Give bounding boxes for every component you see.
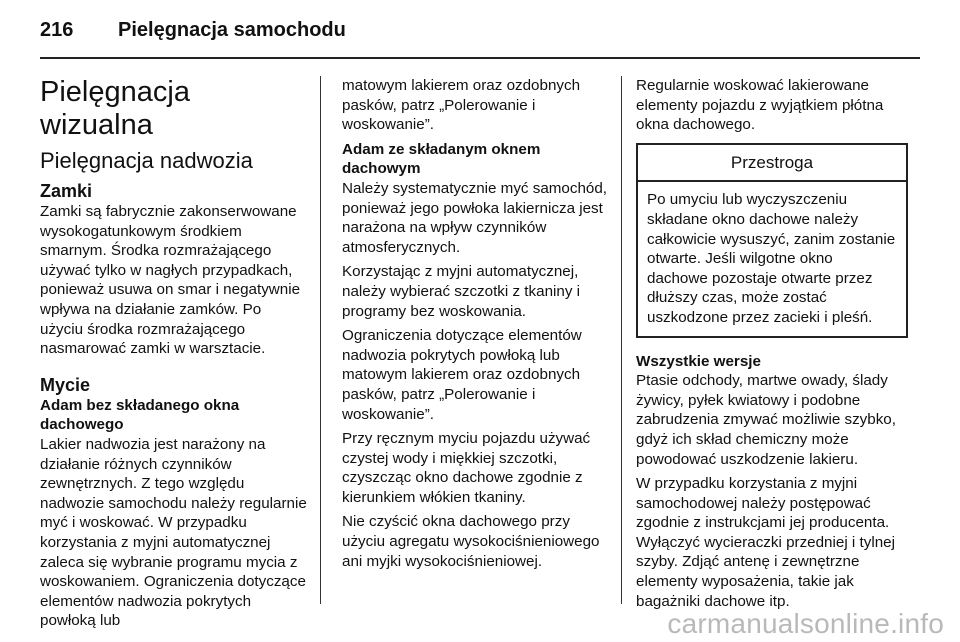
paragraph-continued: matowym lakierem oraz ozdobnych pasków, patrz „Polerowanie i woskowanie”. bbox=[342, 77, 581, 134]
paragraph-myjnia: W przypadku korzystania z myjni samochodowej należy postępować zgodnie z instrukcjami jej producenta. Wyłączyć wycieraczki przedniej i tylnej szyby. Zdjąć antenę i zewnętrzne elementy wyposażenia, takie jak bagażniki dachowe itp. bbox=[636, 475, 895, 610]
caution-text: Po umyciu lub wyczyszczeniu składane okno dachowe należy całkowicie wysuszyć, zanim zostanie otwarte. Jeśli wilgotne okno dachowe pozostaje otwarte przez dłuższy czas, może zostać uszkodzone przez zacieki i pleśń. bbox=[647, 191, 896, 326]
watermark: carmanualsonline.info bbox=[667, 608, 944, 639]
heading-adam-bez-okna: Adam bez składanego okna dachowego bbox=[40, 396, 240, 434]
paragraph-3: Ograniczenia dotyczące elementów nadwozia pokrytych powłoką lub matowym lakierem oraz ozdobnych pasków, patrz „Polerowanie i woskowanie”. bbox=[342, 327, 582, 423]
subsection-title: Pielęgnacja nadwozia bbox=[40, 148, 253, 173]
heading-adam-ze-oknem: Adam ze składanym oknem dachowym bbox=[342, 140, 541, 178]
page-header bbox=[40, 14, 346, 46]
paragraph-woskowac: Regularnie woskować lakierowane elementy pojazdu z wyjątkiem płótna okna dachowego. bbox=[636, 77, 884, 134]
heading-wszystkie-wersje: Wszystkie wersje bbox=[636, 352, 761, 370]
paragraph-4: Przy ręcznym myciu pojazdu używać czystej wody i miękkiej szczotki, czyszcząc okno dachowe zgodnie z kierunkiem włókien tkaniny. bbox=[342, 430, 591, 506]
running-title: Pielęgnacja samochodu bbox=[118, 18, 346, 41]
header-rule bbox=[40, 57, 920, 59]
paragraph-1: Należy systematycznie myć samochód, ponieważ jego powłoka lakiernicza jest narażona na wpływ czynników atmosferycznych. bbox=[342, 179, 608, 256]
section-title: Pielęgnacja wizualna bbox=[40, 76, 190, 141]
caution-box bbox=[636, 143, 908, 338]
column-divider-2 bbox=[621, 76, 622, 604]
paragraph-5: Nie czyścić okna dachowego przy użyciu agregatu wysokociśnieniowego ani myjki wysokociśnieniowej. bbox=[342, 513, 600, 570]
heading-mycie: Mycie bbox=[40, 374, 91, 395]
paragraph-zabrudzenia: Ptasie odchody, martwe owady, ślady żywicy, pyłek kwiatowy i podobne zabrudzenia zmywać możliwie szybko, gdyż ich skład chemiczny może powodować uszkodzenie lakieru. bbox=[636, 372, 896, 468]
page-number: 216 bbox=[40, 18, 74, 41]
column-2 bbox=[342, 76, 610, 576]
column-divider-1 bbox=[320, 76, 321, 604]
heading-zamki: Zamki bbox=[40, 181, 93, 201]
paragraph-2: Korzystając z myjni automatycznej, należy wybierać szczotki z tkaniny i programy bez woskowania. bbox=[342, 263, 581, 320]
caution-title: Przestroga bbox=[638, 145, 906, 183]
paragraph-zamki: Zamki są fabrycznie zakonserwowane wysokogatunkowym środkiem smarnym. Środka rozmrażającego używać tylko w nagłych przypadkach, ponieważ usuwa on smar i negatywnie wpływa na działanie zamków. Po użyciu środka rozmrażającego nasmarować zamki w warsztacie. bbox=[40, 203, 301, 358]
paragraph-adam-bez-okna: Lakier nadwozia jest narażony na działanie różnych czynników zewnętrznych. Z tego względu nadwozie samochodu należy regularnie myć i woskować. W przypadku korzystania z myjni automatycznej zaleca się wybranie programu mycia z woskowaniem. Ograniczenia dotyczące elementów nadwozia pokrytych powłoką lub bbox=[40, 435, 307, 630]
column-3 bbox=[636, 76, 908, 616]
column-1 bbox=[40, 76, 308, 636]
